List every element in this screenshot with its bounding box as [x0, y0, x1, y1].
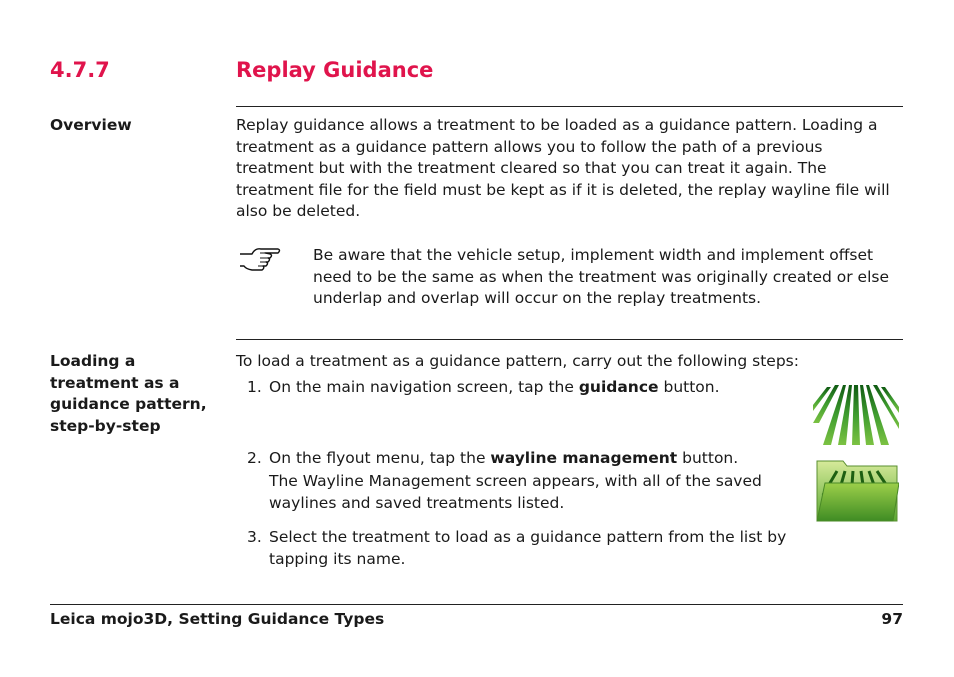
- step-1-text: On the main navigation screen, tap the guidance button.: [269, 378, 720, 396]
- note-text: Be aware that the vehicle setup, implement width and implement offset need to be the same as when the treatment was originally created or else underlap and overlap will occur on the replay treatments.: [313, 246, 890, 308]
- loading-heading: Loading a treatment as a guidance pattern, step-by-step: [50, 352, 207, 435]
- step-number: 3.: [247, 528, 262, 546]
- section-number: 4.7.7: [50, 58, 110, 82]
- wayline-management-folder-icon: [815, 459, 899, 523]
- section-title: Replay Guidance: [236, 58, 434, 82]
- step-2-subtext: The Wayline Management screen appears, with all of the saved waylines and saved treatments listed.: [269, 472, 762, 512]
- loading-intro: To load a treatment as a guidance pattern, carry out the following steps:: [236, 352, 799, 370]
- step-2-text: On the flyout menu, tap the wayline management button.: [269, 449, 739, 467]
- divider: [236, 339, 903, 340]
- step-number: 1.: [247, 378, 262, 396]
- guidance-icon: [813, 385, 899, 445]
- footer-divider: [50, 604, 903, 605]
- footer-title: Leica mojo3D, Setting Guidance Types: [50, 610, 385, 628]
- divider: [236, 106, 903, 107]
- step-number: 2.: [247, 449, 262, 467]
- overview-heading: Overview: [50, 116, 132, 134]
- page-number: 97: [881, 610, 903, 628]
- overview-paragraph: Replay guidance allows a treatment to be loaded as a guidance pattern. Loading a treatment as a guidance pattern allows you to follow the path of a previous treatment but with the treatment cleared so that you can treat it again. The treatment file for the field must be kept as if it is deleted, the replay wayline file will also be deleted.: [236, 116, 890, 221]
- step-3-text: Select the treatment to load as a guidance pattern from the list by tapping its name.: [269, 528, 787, 568]
- pointing-hand-icon: [238, 244, 282, 274]
